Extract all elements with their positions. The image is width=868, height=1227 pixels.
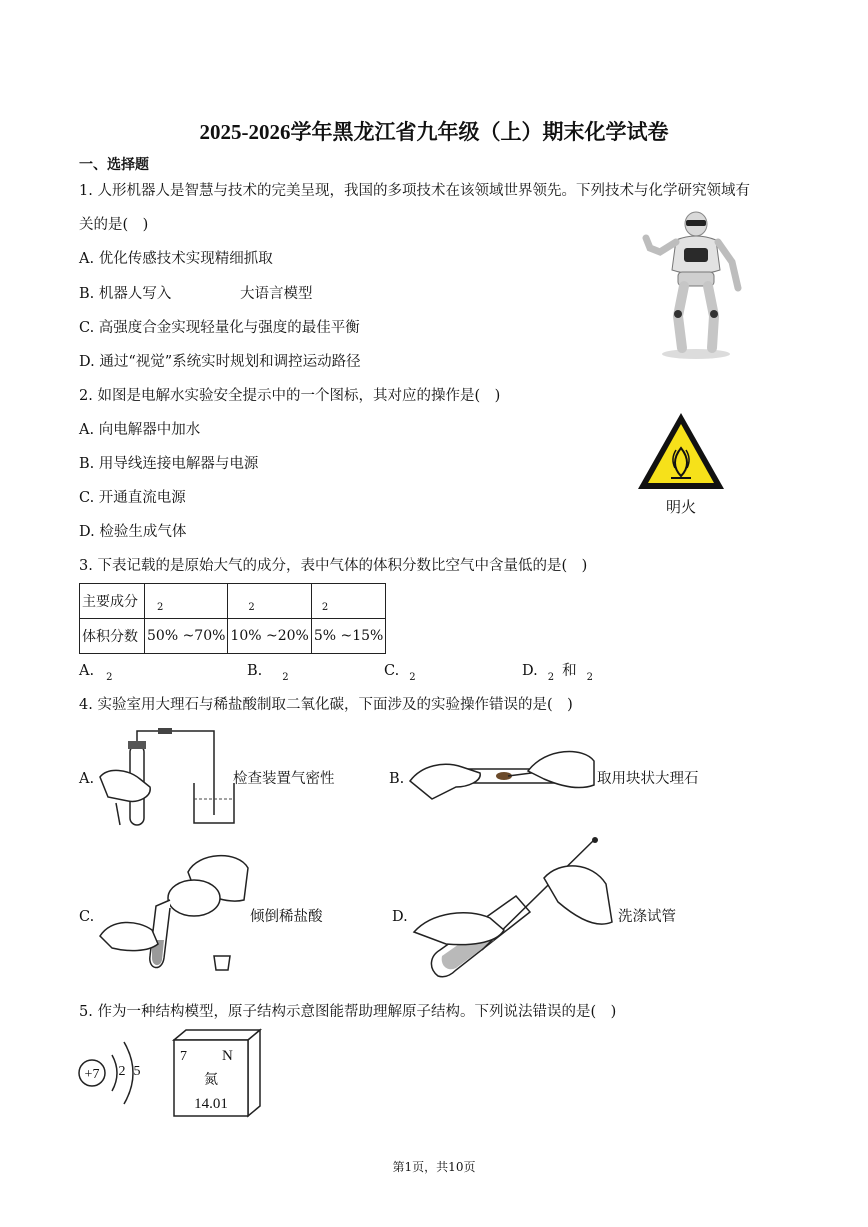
- nucleus-charge: +7: [84, 1067, 100, 1082]
- table-cell: 主要成分: [80, 584, 145, 619]
- element-symbol: N: [222, 1048, 233, 1064]
- table-cell: 2: [228, 584, 311, 619]
- marble-tweezers-illustration: [408, 741, 598, 809]
- table-cell: 10% ~20%: [228, 619, 311, 654]
- atom-structure-diagram: [76, 1032, 146, 1114]
- q1-stem-line2: 关的是( ): [79, 217, 149, 233]
- q3-option-a: A. $_2$: [79, 663, 113, 683]
- element-atomic-mass: 14.01: [194, 1096, 228, 1112]
- table-cell: 2: [311, 584, 386, 619]
- q1-option-a: A. 优化传感技术实现精细抓取: [79, 251, 273, 267]
- sign-label: 明火: [665, 498, 696, 516]
- wash-tube-illustration: [412, 836, 618, 988]
- q2-stem: 2. 如图是电解水实验安全提示中的一个图标，其对应的操作是( ): [79, 388, 501, 404]
- periodic-element-cell: [166, 1028, 262, 1120]
- q4-option-d-label: 洗涤试管: [618, 909, 676, 925]
- q4-option-d-letter: D.: [392, 909, 408, 925]
- q4-option-b-letter: B.: [389, 771, 405, 787]
- atmosphere-table: [79, 583, 386, 654]
- q1-option-d: D. 通过“视觉”系统实时规划和调控运动路径: [79, 354, 361, 370]
- table-row: [80, 619, 386, 654]
- q2-option-a: A. 向电解器中加水: [79, 422, 201, 438]
- q2-option-d: D. 检验生成气体: [79, 524, 187, 540]
- table-cell: 5% ~15%: [311, 619, 386, 654]
- pour-acid-illustration: [98, 848, 250, 976]
- element-atomic-number: 7: [180, 1049, 187, 1064]
- q4-option-a-letter: A.: [79, 771, 95, 787]
- airtightness-check-illustration: [98, 727, 238, 829]
- q4-option-b-label: 取用块状大理石: [597, 771, 699, 787]
- table-cell: 50% ~70%: [145, 619, 228, 654]
- q1-option-b: B. 机器人写入: [79, 286, 172, 302]
- shell-1-count: 2: [118, 1064, 126, 1079]
- q1-option-b-tail: 大语言模型: [240, 286, 313, 302]
- q3-option-d: D. $_2$ 和 $_2$: [522, 663, 593, 683]
- q4-option-c-label: 倾倒稀盐酸: [250, 909, 323, 925]
- table-row: [80, 584, 386, 619]
- page-title: 2025-2026学年黑龙江省九年级（上）期末化学试卷: [199, 120, 669, 144]
- q5-stem: 5. 作为一种结构模型，原子结构示意图能帮助理解原子结构。下列说法错误的是( ): [79, 1004, 617, 1020]
- q2-option-b: B. 用导线连接电解器与电源: [79, 456, 259, 472]
- q1-stem-line1: 1. 人形机器人是智慧与技术的完美呈现，我国的多项技术在该领域世界领先。下列技术与化学研究领域有: [79, 183, 750, 199]
- q2-option-c: C. 开通直流电源: [79, 490, 186, 506]
- element-name: 氮: [204, 1072, 218, 1088]
- section-heading: 一、选择题: [79, 157, 149, 173]
- q4-option-a-label: 检查装置气密性: [233, 771, 335, 787]
- shell-2-count: 5: [133, 1064, 141, 1079]
- table-cell: 2: [145, 584, 228, 619]
- page-footer: 第1页，共10页: [392, 1160, 476, 1174]
- q1-option-c: C. 高强度合金实现轻量化与强度的最佳平衡: [79, 320, 360, 336]
- q3-stem: 3. 下表记载的是原始大气的成分，表中气体的体积分数比空气中含量低的是( ): [79, 558, 588, 574]
- table-cell: 体积分数: [80, 619, 145, 654]
- q3-option-b: B. $_2$: [247, 663, 289, 683]
- q4-option-c-letter: C.: [79, 909, 95, 925]
- q4-stem: 4. 实验室用大理石与稀盐酸制取二氧化碳，下面涉及的实验操作错误的是( ): [79, 697, 573, 713]
- robot-figure: [640, 208, 752, 360]
- open-flame-warning-icon: [635, 410, 727, 492]
- q3-option-c: C. $_2$: [384, 663, 416, 683]
